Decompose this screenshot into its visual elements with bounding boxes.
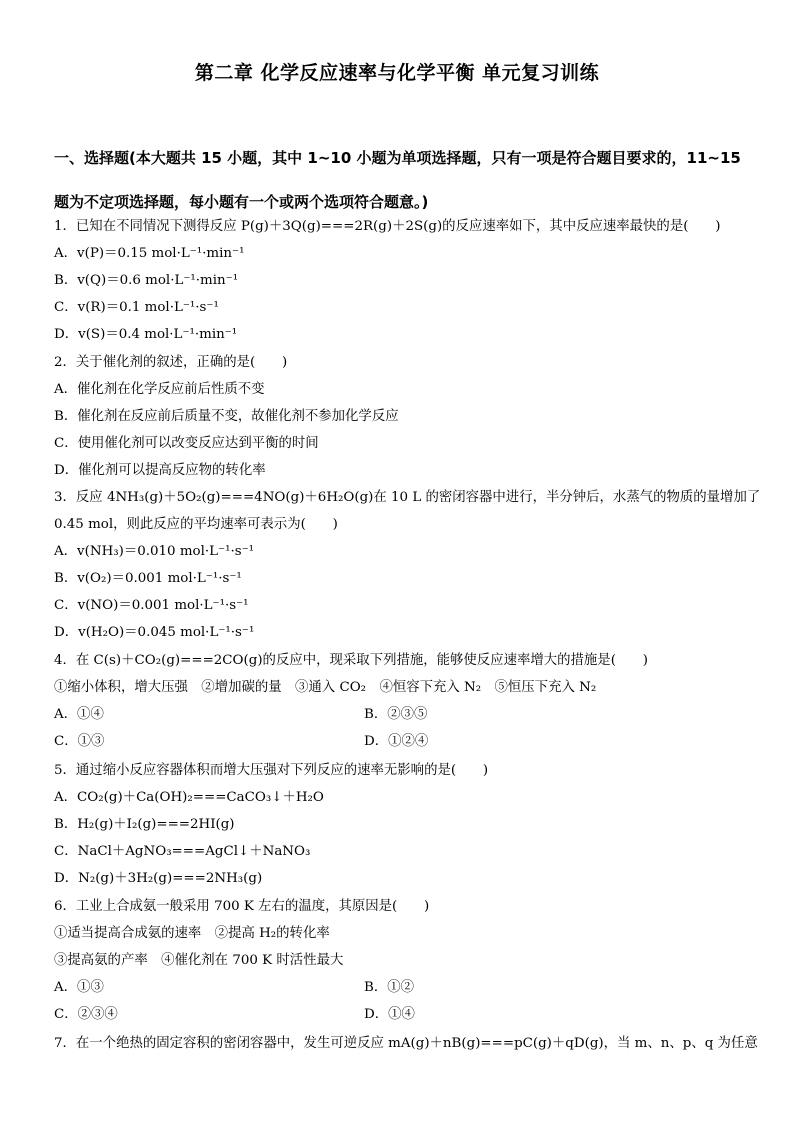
- question-4-measures: ①缩小体积，增大压强 ②增加碳的量 ③通入 CO₂ ④恒容下充入 N₂ ⑤恒压下充入 N₂: [54, 680, 597, 695]
- section-heading: [54, 136, 754, 224]
- question-2-option-c: C．使用催化剂可以改变反应达到平衡的时间: [54, 436, 319, 451]
- question-2-option-b: B．催化剂在反应前后质量不变，故催化剂不参加化学反应: [54, 409, 399, 424]
- question-6-option-d: D．①④: [364, 1007, 415, 1022]
- question-4-option-b: B．②③⑤: [364, 707, 428, 722]
- question-2-stem: 2．关于催化剂的叙述，正确的是( ): [54, 355, 288, 370]
- question-4-option-a: A．①④: [54, 707, 104, 722]
- question-5-option-d: D．N₂(g)＋3H₂(g)===2NH₃(g): [54, 871, 263, 886]
- question-5-option-a: A．CO₂(g)＋Ca(OH)₂===CaCO₃↓＋H₂O: [54, 790, 324, 805]
- question-3-option-d: D．v(H₂O)＝0.045 mol·L⁻¹·s⁻¹: [54, 625, 255, 640]
- question-6-option-row-1: [54, 979, 754, 997]
- question-3-stem-line-1: 3．反应 4NH₃(g)＋5O₂(g)===4NO(g)＋6H₂O(g)在 10 L 的密闭容器中进行，半分钟后，水蒸气的物质的量增加了: [54, 490, 761, 505]
- question-2-option-a: A．催化剂在化学反应前后性质不变: [54, 382, 265, 397]
- question-1-option-c: C．v(R)＝0.1 mol·L⁻¹·s⁻¹: [54, 300, 219, 315]
- question-5-stem: 5．通过缩小反应容器体积而增大压强对下列反应的速率无影响的是( ): [54, 763, 489, 778]
- section-heading-line-2: 题为不定项选择题，每小题有一个或两个选项符合题意。): [54, 193, 429, 211]
- question-3-stem-line-2: 0.45 mol，则此反应的平均速率可表示为( ): [54, 517, 338, 532]
- question-4-option-row-2: [54, 733, 754, 751]
- question-6-reasons-line-2: ③提高氨的产率 ④催化剂在 700 K 时活性最大: [54, 953, 344, 968]
- question-6-option-row-2: [54, 1006, 754, 1024]
- question-6-option-c: C．②③④: [54, 1007, 118, 1022]
- question-6-stem: 6．工业上合成氨一般采用 700 K 左右的温度，其原因是( ): [54, 899, 430, 914]
- question-3-option-a: A．v(NH₃)＝0.010 mol·L⁻¹·s⁻¹: [54, 544, 255, 559]
- question-5-option-c: C．NaCl＋AgNO₃===AgCl↓＋NaNO₃: [54, 844, 311, 859]
- question-1-stem: 1．已知在不同情况下测得反应 P(g)＋3Q(g)===2R(g)＋2S(g)的反应速率如下，其中反应速率最快的是( ): [54, 219, 721, 234]
- question-2-option-d: D．催化剂可以提高反应物的转化率: [54, 463, 266, 478]
- question-4-stem: 4．在 C(s)＋CO₂(g)===2CO(g)的反应中，现采取下列措施，能够使反应速率增大的措施是( ): [54, 653, 648, 668]
- question-6-option-a: A．①③: [54, 980, 104, 995]
- question-4-option-d: D．①②④: [364, 734, 429, 749]
- question-6-option-b: B．①②: [364, 980, 415, 995]
- question-1-option-d: D．v(S)＝0.4 mol·L⁻¹·min⁻¹: [54, 327, 238, 342]
- section-heading-line-1: 一、选择题(本大题共 15 小题，其中 1~10 小题为单项选择题，只有一项是符合题目要求的，11~15: [54, 149, 741, 167]
- question-1-option-b: B．v(Q)＝0.6 mol·L⁻¹·min⁻¹: [54, 273, 239, 288]
- question-6-reasons-line-1: ①适当提高合成氨的速率 ②提高 H₂的转化率: [54, 926, 330, 941]
- question-4-option-c: C．①③: [54, 734, 105, 749]
- question-7-stem: 7．在一个绝热的固定容积的密闭容器中，发生可逆反应 mA(g)＋nB(g)===pC(g)＋qD(g)，当 m、n、p、q 为任意: [54, 1036, 758, 1051]
- question-4-option-row-1: [54, 706, 754, 724]
- question-3-option-c: C．v(NO)＝0.001 mol·L⁻¹·s⁻¹: [54, 598, 249, 613]
- question-1-option-a: A．v(P)＝0.15 mol·L⁻¹·min⁻¹: [54, 246, 245, 261]
- question-5-option-b: B．H₂(g)＋I₂(g)===2HI(g): [54, 817, 235, 832]
- page-title: 第二章 化学反应速率与化学平衡 单元复习训练: [194, 62, 600, 84]
- question-3-option-b: B．v(O₂)＝0.001 mol·L⁻¹·s⁻¹: [54, 571, 242, 586]
